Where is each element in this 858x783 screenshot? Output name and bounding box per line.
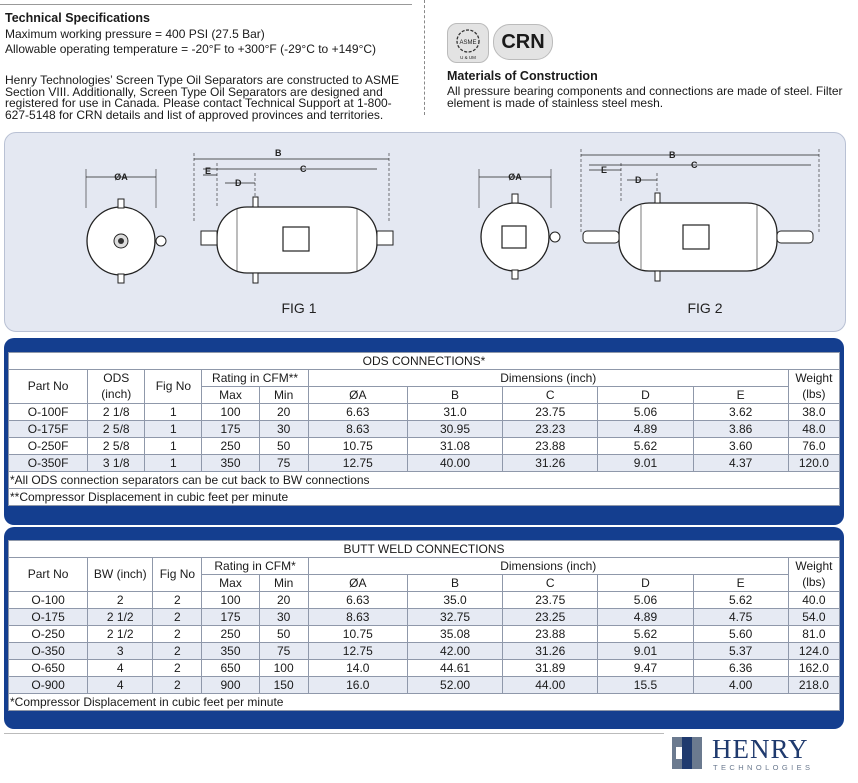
ods-table-cell: 10.75 [308, 438, 407, 455]
bw-table-cell: 2 [153, 643, 202, 660]
ods-header-e: E [693, 387, 788, 404]
fig2-dim-a: ØA [508, 172, 522, 182]
ods-table-cell: 6.63 [308, 404, 407, 421]
ods-table-frame [4, 338, 844, 525]
ods-table-cell: 48.0 [788, 421, 839, 438]
bw-table-cell: 50 [259, 626, 308, 643]
bw-table-cell: 9.01 [598, 643, 693, 660]
bw-table-cell: 124.0 [788, 643, 839, 660]
ods-header-min: Min [259, 387, 308, 404]
ods-table-cell: 1 [145, 455, 202, 472]
ods-table-row [9, 455, 840, 472]
tech-spec-paragraph-line: Section VIII. Additionally, Screen Type Oil Separators are designed and [5, 84, 383, 99]
bw-table-cell: 23.25 [503, 609, 598, 626]
bw-table-cell: 75 [259, 643, 308, 660]
bw-header-b: B [407, 575, 502, 592]
bw-header-weight: Weight [788, 558, 839, 575]
ods-table-row [9, 438, 840, 455]
ods-table-cell: 3 1/8 [88, 455, 145, 472]
asme-sub-text: U & UM [460, 55, 476, 60]
fig2-dim-d: D [635, 175, 642, 185]
bw-table [8, 540, 840, 711]
asme-text: ASME [459, 40, 477, 46]
ods-table-cell: 4.89 [598, 421, 693, 438]
bw-table-cell: 14.0 [308, 660, 407, 677]
ods-header-ods-unit: (inch) [88, 387, 145, 404]
bw-header-weight-unit: (lbs) [788, 575, 839, 592]
bw-table-cell: 2 [153, 609, 202, 626]
bw-header-fig: Fig No [153, 558, 202, 592]
tech-spec-title: Technical Specifications [5, 11, 150, 25]
bw-table-cell: O-650 [9, 660, 88, 677]
ods-table-body [9, 404, 840, 472]
bw-table-cell: 175 [202, 609, 259, 626]
bw-table-row [9, 626, 840, 643]
asme-stamp-icon [448, 24, 488, 62]
fig1-dim-b: B [275, 148, 282, 158]
ods-table-row [9, 421, 840, 438]
ods-table-cell: 250 [202, 438, 259, 455]
bw-table-cell: O-175 [9, 609, 88, 626]
bw-header-rating: Rating in CFM* [202, 558, 308, 575]
bw-table-frame [4, 527, 844, 729]
ods-header-weight: Weight [788, 370, 839, 387]
bw-header-max: Max [202, 575, 259, 592]
bw-table-cell: 23.75 [503, 592, 598, 609]
figures-panel [4, 132, 846, 332]
bw-table-row [9, 660, 840, 677]
bw-table-cell: 16.0 [308, 677, 407, 694]
bw-table-cell: 6.36 [693, 660, 788, 677]
ods-table-cell: 31.26 [503, 455, 598, 472]
ods-header-max: Max [202, 387, 259, 404]
bw-table-cell: 162.0 [788, 660, 839, 677]
bw-table-cell: O-350 [9, 643, 88, 660]
ods-table-cell: O-100F [9, 404, 88, 421]
ods-table-cell: 30.95 [407, 421, 502, 438]
bw-table-cell: 150 [259, 677, 308, 694]
bw-table-cell: 900 [202, 677, 259, 694]
bw-table-cell: 250 [202, 626, 259, 643]
ods-table-cell: 4.37 [693, 455, 788, 472]
bw-table-cell: 35.08 [407, 626, 502, 643]
bw-header-bw: BW (inch) [88, 558, 153, 592]
ods-table-cell: 23.88 [503, 438, 598, 455]
ods-header-part: Part No [9, 370, 88, 404]
ods-table-cell: 9.01 [598, 455, 693, 472]
henry-logo [672, 731, 832, 775]
bw-table-cell: 2 [153, 660, 202, 677]
bw-table-cell: 350 [202, 643, 259, 660]
bw-table-row [9, 643, 840, 660]
ods-table-cell: 3.62 [693, 404, 788, 421]
bw-table-row [9, 609, 840, 626]
bw-table-cell: 15.5 [598, 677, 693, 694]
ods-table-cell: 30 [259, 421, 308, 438]
bw-table-cell: 8.63 [308, 609, 407, 626]
bw-table-cell: 218.0 [788, 677, 839, 694]
fig2-label: FIG 2 [687, 300, 723, 316]
bw-header-c: C [503, 575, 598, 592]
bw-table-cell: 52.00 [407, 677, 502, 694]
fig2-side-view [581, 149, 819, 281]
logo-sub: TECHNOLOGIES [713, 763, 814, 772]
asme-badge [447, 23, 489, 63]
materials-line: element is made of stainless steel mesh. [447, 95, 664, 110]
tech-spec-paragraph-line: 627-5148 for CRN details and list of approved provinces and territories. [5, 107, 384, 122]
bw-table-cell: 2 [88, 592, 153, 609]
bw-table-cell: 5.62 [598, 626, 693, 643]
ods-table-cell: 76.0 [788, 438, 839, 455]
bw-table-cell: 100 [259, 660, 308, 677]
ods-table-cell: 1 [145, 438, 202, 455]
bw-table-cell: 81.0 [788, 626, 839, 643]
bw-table-cell: 44.61 [407, 660, 502, 677]
bw-table-cell: 3 [88, 643, 153, 660]
bw-table-cell: 4.00 [693, 677, 788, 694]
bw-table-cell: 35.0 [407, 592, 502, 609]
fig2-dim-c: C [691, 160, 698, 170]
fig1-side-view [194, 148, 393, 283]
bw-table-cell: 40.0 [788, 592, 839, 609]
fig1-dim-c: C [300, 164, 307, 174]
bw-table-row [9, 677, 840, 694]
ods-table-cell: O-175F [9, 421, 88, 438]
ods-table-cell: 8.63 [308, 421, 407, 438]
logo-name: HENRY [712, 734, 809, 764]
ods-header-d: D [598, 387, 693, 404]
tech-spec-pressure: Maximum working pressure = 400 PSI (27.5 Bar) [5, 27, 265, 41]
ods-table-cell: 5.06 [598, 404, 693, 421]
bw-table-cell: 4 [88, 660, 153, 677]
bw-table-cell: 4.75 [693, 609, 788, 626]
bw-table-cell: 4 [88, 677, 153, 694]
bw-table-cell: 23.88 [503, 626, 598, 643]
ods-table-row [9, 404, 840, 421]
bw-table-cell: 42.00 [407, 643, 502, 660]
bw-header-min: Min [259, 575, 308, 592]
ods-note-1: *All ODS connection separators can be cut back to BW connections [9, 472, 840, 489]
ods-table-cell: 23.75 [503, 404, 598, 421]
bw-table-cell: 650 [202, 660, 259, 677]
ods-header-c: C [503, 387, 598, 404]
bw-table-cell: 31.89 [503, 660, 598, 677]
ods-table-cell: 31.0 [407, 404, 502, 421]
ods-header-a: ØA [308, 387, 407, 404]
ods-table-cell: 12.75 [308, 455, 407, 472]
bw-table-cell: 5.37 [693, 643, 788, 660]
ods-table-cell: 38.0 [788, 404, 839, 421]
bw-table-cell: 31.26 [503, 643, 598, 660]
tech-spec-paragraph-line: Henry Technologies’ Screen Type Oil Separators are constructed to ASME [5, 73, 399, 87]
ods-table-cell: 20 [259, 404, 308, 421]
ods-table-cell: 75 [259, 455, 308, 472]
bw-table-cell: O-250 [9, 626, 88, 643]
ods-table-cell: 120.0 [788, 455, 839, 472]
bw-table-cell: O-900 [9, 677, 88, 694]
ods-note-2: **Compressor Displacement in cubic feet per minute [9, 489, 840, 506]
bw-table-title: BUTT WELD CONNECTIONS [9, 541, 840, 558]
ods-table-cell: 3.60 [693, 438, 788, 455]
tech-spec-paragraph [5, 75, 399, 121]
bw-header-dims: Dimensions (inch) [308, 558, 788, 575]
bw-table-cell: 10.75 [308, 626, 407, 643]
fig1-end-view [86, 169, 166, 283]
fig2-dim-e: E [601, 165, 608, 175]
ods-table-cell: O-350F [9, 455, 88, 472]
ods-table [8, 352, 840, 506]
crn-badge: CRN [493, 24, 553, 60]
bw-table-cell: 5.06 [598, 592, 693, 609]
bottom-rule [4, 733, 664, 734]
top-rule [0, 4, 412, 5]
tech-spec-paragraph-line: registered for use in Canada. Please contact Technical Support at 1-800- [5, 96, 392, 110]
ods-table-cell: 1 [145, 421, 202, 438]
bw-header-a: ØA [308, 575, 407, 592]
bw-table-cell: 5.60 [693, 626, 788, 643]
fig2-dim-b: B [669, 150, 676, 160]
bw-header-d: D [598, 575, 693, 592]
bw-table-cell: 4.89 [598, 609, 693, 626]
bw-table-cell: 5.62 [693, 592, 788, 609]
ods-header-fig: Fig No [145, 370, 202, 404]
bw-table-cell: 2 [153, 626, 202, 643]
fig2-end-view [479, 169, 560, 279]
materials-title: Materials of Construction [447, 69, 598, 83]
ods-table-cell: 1 [145, 404, 202, 421]
bw-table-cell: O-100 [9, 592, 88, 609]
bw-header-e: E [693, 575, 788, 592]
column-divider [424, 0, 425, 115]
bw-table-cell: 2 1/2 [88, 609, 153, 626]
bw-table-cell: 100 [202, 592, 259, 609]
ods-table-cell: 2 1/8 [88, 404, 145, 421]
fig1-dim-d: D [235, 178, 242, 188]
bw-table-cell: 30 [259, 609, 308, 626]
bw-table-cell: 20 [259, 592, 308, 609]
ods-table-cell: 23.23 [503, 421, 598, 438]
bw-note-1: *Compressor Displacement in cubic feet per minute [9, 694, 840, 711]
fig1-dim-e: E [205, 166, 212, 176]
bw-table-cell: 12.75 [308, 643, 407, 660]
bw-table-cell: 44.00 [503, 677, 598, 694]
bw-table-cell: 2 [153, 592, 202, 609]
ods-table-cell: 2 5/8 [88, 438, 145, 455]
bw-header-part: Part No [9, 558, 88, 592]
ods-header-b: B [407, 387, 502, 404]
ods-table-cell: 2 5/8 [88, 421, 145, 438]
ods-table-cell: 5.62 [598, 438, 693, 455]
ods-header-weight-unit: (lbs) [788, 387, 839, 404]
bw-table-cell: 54.0 [788, 609, 839, 626]
ods-header-ods: ODS [88, 370, 145, 387]
ods-table-cell: 100 [202, 404, 259, 421]
ods-table-cell: 40.00 [407, 455, 502, 472]
bw-table-cell: 9.47 [598, 660, 693, 677]
bw-table-cell: 2 [153, 677, 202, 694]
bw-table-body [9, 592, 840, 694]
materials-text [447, 86, 843, 109]
bw-table-cell: 2 1/2 [88, 626, 153, 643]
bw-table-cell: 6.63 [308, 592, 407, 609]
materials-line: All pressure bearing components and connections are made of steel. Filter [447, 84, 843, 98]
ods-table-cell: 175 [202, 421, 259, 438]
fig1-dim-a: ØA [114, 172, 128, 182]
ods-table-cell: O-250F [9, 438, 88, 455]
bw-table-row [9, 592, 840, 609]
ods-table-cell: 350 [202, 455, 259, 472]
ods-header-rating: Rating in CFM** [202, 370, 308, 387]
tech-spec-temperature: Allowable operating temperature = -20°F to +300°F (-29°C to +149°C) [5, 42, 377, 56]
ods-table-cell: 50 [259, 438, 308, 455]
bw-table-cell: 32.75 [407, 609, 502, 626]
ods-header-dims: Dimensions (inch) [308, 370, 788, 387]
ods-table-title: ODS CONNECTIONS* [9, 353, 840, 370]
ods-table-cell: 3.86 [693, 421, 788, 438]
fig1-label: FIG 1 [281, 300, 317, 316]
ods-table-cell: 31.08 [407, 438, 502, 455]
